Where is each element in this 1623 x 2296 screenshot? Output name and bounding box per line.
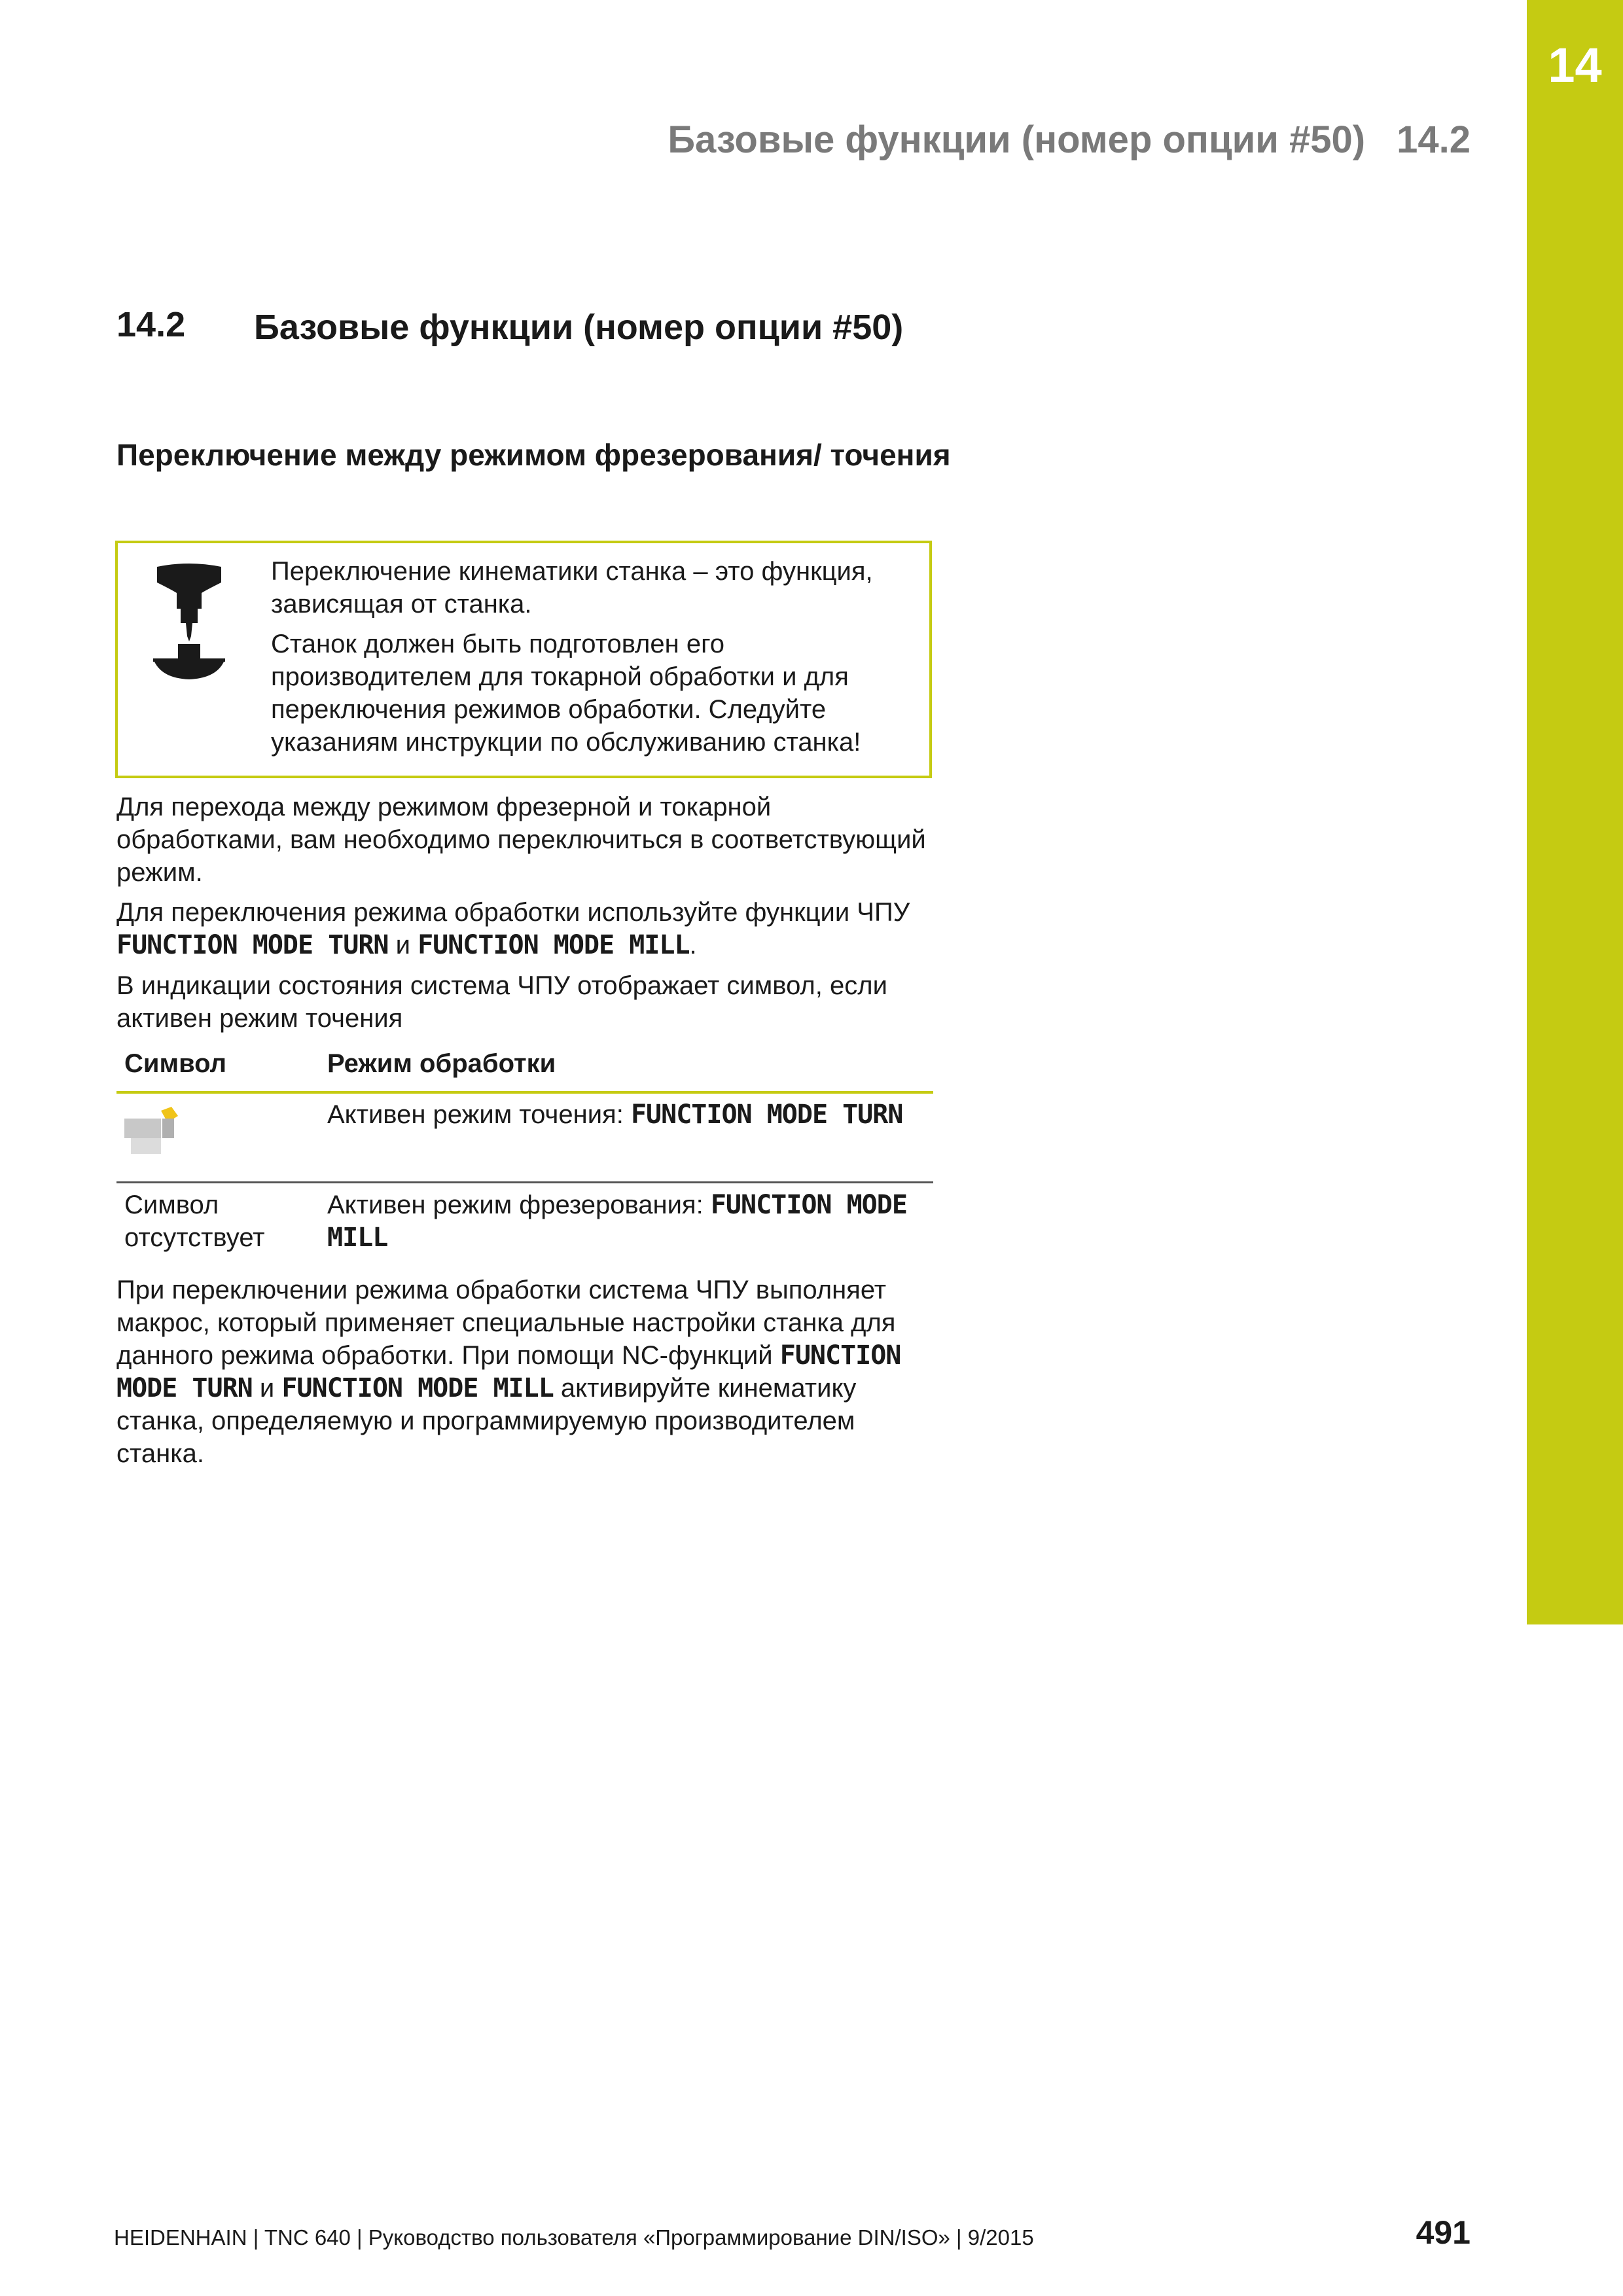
mode-code: FUNCTION MODE MILL [327, 1190, 907, 1253]
body-paragraph-2 [116, 896, 941, 961]
table-header-symbol: Символ [124, 1049, 226, 1078]
footer-text: HEIDENHAIN | TNC 640 | Руководство пользователя «Программирование DIN/ISO» | 9/2015 [114, 2225, 1034, 2250]
note-paragraph-2: Станок должен быть подготовлен его производителем для токарной обработки и для переключения режимов обработки. Следуйте указаниям инструкции по обслуживанию станка! [271, 630, 861, 757]
machine-manual-icon [153, 563, 225, 681]
table-header-row [116, 1047, 933, 1094]
turning-mode-icon [124, 1104, 178, 1155]
chapter-number: 14 [1548, 38, 1602, 92]
mode-cell [327, 1183, 916, 1254]
page-number: 491 [1416, 2214, 1471, 2251]
running-header-section: 14.2 [1397, 118, 1471, 161]
table-row [116, 1094, 933, 1183]
note-text [271, 555, 925, 766]
section-title: Базовые функции (номер опции #50) [254, 308, 904, 347]
subheading: Переключение между режимом фрезерования/ точения [116, 438, 951, 472]
p2-text: Для переключения режима обработки используйте функции ЧПУ [116, 898, 910, 927]
table-header-mode: Режим обработки [327, 1049, 556, 1078]
p4-end: активируйте кинематику станка, определяемую и программируемую производителем станка. [116, 1374, 857, 1468]
table-row [116, 1183, 933, 1262]
code-function-mode-turn: FUNCTION MODE TURN [116, 1340, 901, 1403]
mode-text: Активен режим точения: [327, 1100, 631, 1129]
body-paragraph-1: Для перехода между режимом фрезерной и токарной обработками, вам необходимо переключиться в соответствующий режим. [116, 793, 926, 887]
body-paragraph-4 [116, 1274, 941, 1470]
running-header-title: Базовые функции (номер опции #50) [668, 118, 1366, 161]
mode-code: FUNCTION MODE TURN [630, 1100, 903, 1130]
code-function-mode-mill: FUNCTION MODE MILL [281, 1373, 554, 1403]
body-paragraph-3: В индикации состояния система ЧПУ отображает символ, если активен режим точения [116, 971, 887, 1033]
p4-and: и [252, 1374, 282, 1403]
p2-end: . [689, 931, 697, 960]
chapter-tab [1527, 0, 1623, 1624]
code-function-mode-turn: FUNCTION MODE TURN [116, 930, 389, 960]
p2-and: и [388, 931, 418, 960]
p4-text: При переключении режима обработки система ЧПУ выполняет макрос, который применяет специальные настройки станка для данного режима обработки. При помощи NC-функций [116, 1276, 896, 1370]
running-header [668, 118, 1471, 170]
mode-text: Активен режим фрезерования: [327, 1191, 711, 1219]
section-number: 14.2 [116, 305, 186, 344]
code-function-mode-mill: FUNCTION MODE MILL [418, 930, 690, 960]
mode-table [116, 1047, 933, 1262]
symbol-cell: Символ отсутствует [124, 1191, 265, 1252]
mode-cell [327, 1094, 916, 1131]
machine-note-box [115, 541, 932, 778]
note-paragraph-1: Переключение кинематики станка – это функция, зависящая от станка. [271, 557, 873, 619]
